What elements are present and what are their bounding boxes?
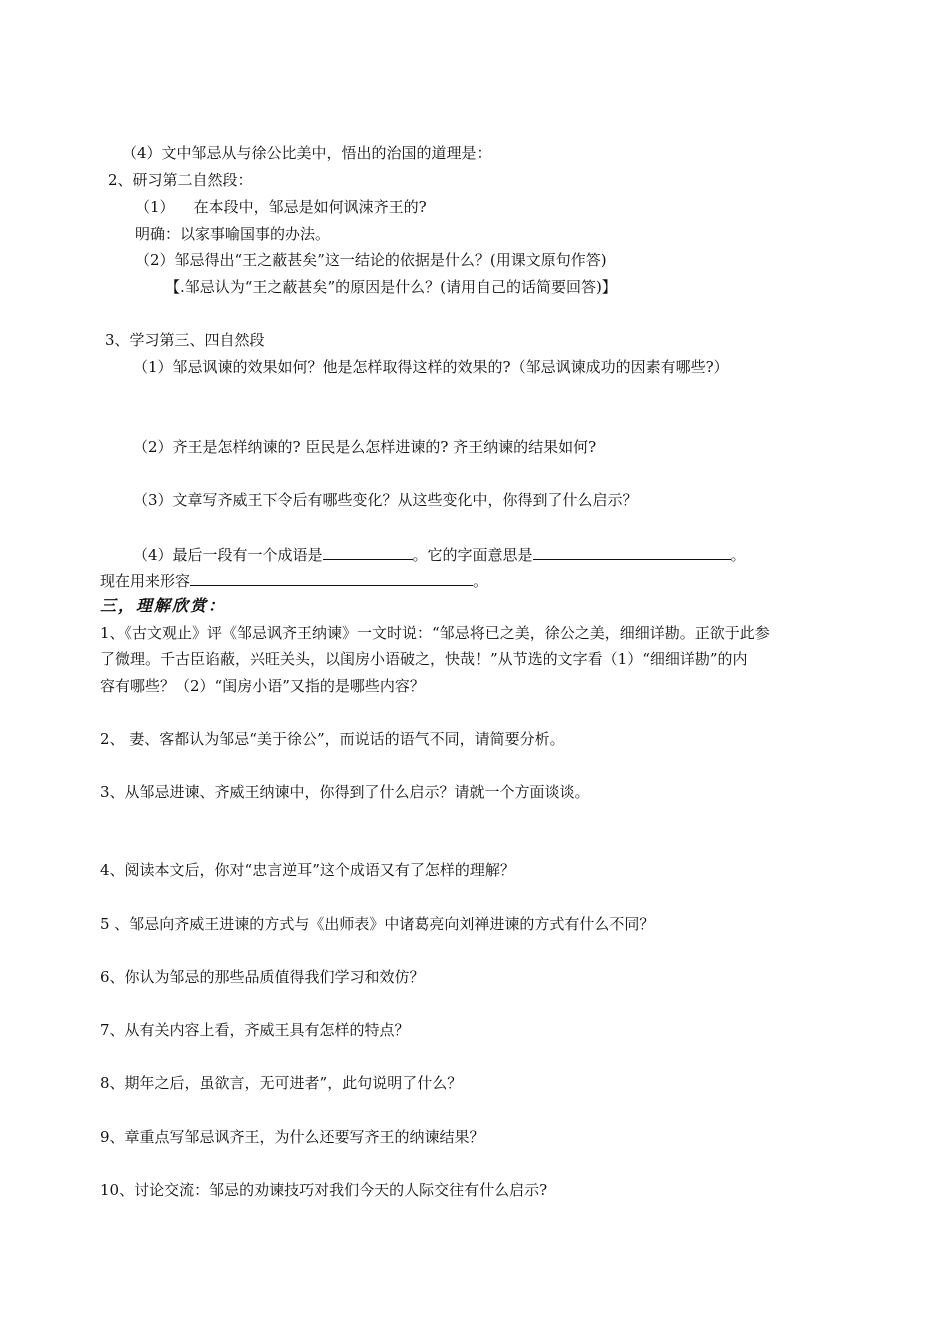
appreciation-q1-line1: 1、《古文观止》评《邹忌讽齐王纳谏》一文时说：“邹忌将已之美，徐公之美，细细详勘。正欲于此参	[100, 624, 770, 642]
literal-meaning-blank	[533, 543, 731, 560]
appreciation-q1-line2: 了微理。千古臣谄蔽，兴旺关头，以闺房小语破之，快哉！”从节选的文字看（1）“细细详勘”的内	[100, 650, 748, 668]
appreciation-q6: 6、你认为邹忌的那些品质值得我们学习和效仿？	[100, 968, 425, 986]
question-3-4-line2-part1: 现在用来形容	[100, 572, 191, 590]
question-2-1: （1） 在本段中，邹忌是如何讽涑齐王的?	[135, 198, 427, 216]
appreciation-heading: 三，理解欣赏：	[100, 596, 227, 615]
question-3-4-line2-part2: 。	[473, 572, 489, 590]
question-3-3: （3）文章写齐威王下令后有哪些变化？从这些变化中，你得到了什么启示？	[133, 491, 638, 509]
question-3-4-line2	[100, 569, 488, 591]
appreciation-q2: 2、 妻、客都认为邹忌“美于徐公”，而说话的语气不同，请简要分析。	[100, 730, 565, 748]
appreciation-q7: 7、从有关内容上看，齐威王具有怎样的特点？	[100, 1021, 410, 1039]
question-3-2: （2）齐王是怎样纳谏的? 臣民是么怎样进谏的? 齐王纳谏的结果如何?	[133, 438, 597, 456]
appreciation-q4: 4、阅读本文后，你对“忠言逆耳”这个成语又有了怎样的理解？	[100, 861, 515, 879]
idiom-blank	[323, 543, 413, 560]
question-3-4	[133, 543, 746, 565]
appreciation-q8: 8、期年之后，虽欲言，无可进者”，此句说明了什么？	[100, 1074, 463, 1092]
question-3-1: （1）邹忌讽谏的效果如何？他是怎样取得这样的效果的?（邹忌讽谏成功的因素有哪些?）	[133, 358, 729, 376]
appreciation-q10: 10、讨论交流：邹忌的劝谏技巧对我们今天的人际交往有什么启示?	[100, 1181, 548, 1199]
question-3-4-part2: 。它的字面意思是	[412, 546, 533, 564]
current-meaning-blank	[190, 569, 473, 586]
question-2-2: （2）邹忌得出“王之蔽甚矣”这一结论的依据是什么？(用课文原句作答)	[135, 251, 607, 269]
question-3-4-part3: 。	[730, 546, 746, 564]
appreciation-q1-line3: 容有哪些？（2）“闺房小语”又指的是哪些内容？	[100, 677, 425, 695]
question-2-2-note: 【.邹忌认为“王之蔽甚矣”的原因是什么？(请用自己的话简要回答)】	[165, 278, 617, 296]
section-2-title: 2、研习第二自然段：	[108, 171, 253, 189]
question-3-4-part1: （4）最后一段有一个成语是	[133, 546, 323, 564]
section-3-title: 3、学习第三、四自然段	[105, 331, 265, 349]
appreciation-q9: 9、章重点写邹忌讽齐王，为什么还要写齐王的纳谏结果？	[100, 1128, 485, 1146]
appreciation-q3: 3、从邹忌进谏、齐威王纳谏中，你得到了什么启示？请就一个方面谈谈。	[100, 783, 590, 801]
question-2-4-prev: （4）文中邹忌从与徐公比美中，悟出的治国的道理是：	[122, 144, 492, 162]
appreciation-q5: 5 、邹忌向齐威王进谏的方式与《出师表》中诸葛亮向刘禅进谏的方式有什么不同？	[100, 915, 655, 933]
answer-2-1: 明确：以家事喻国事的办法。	[135, 225, 331, 243]
